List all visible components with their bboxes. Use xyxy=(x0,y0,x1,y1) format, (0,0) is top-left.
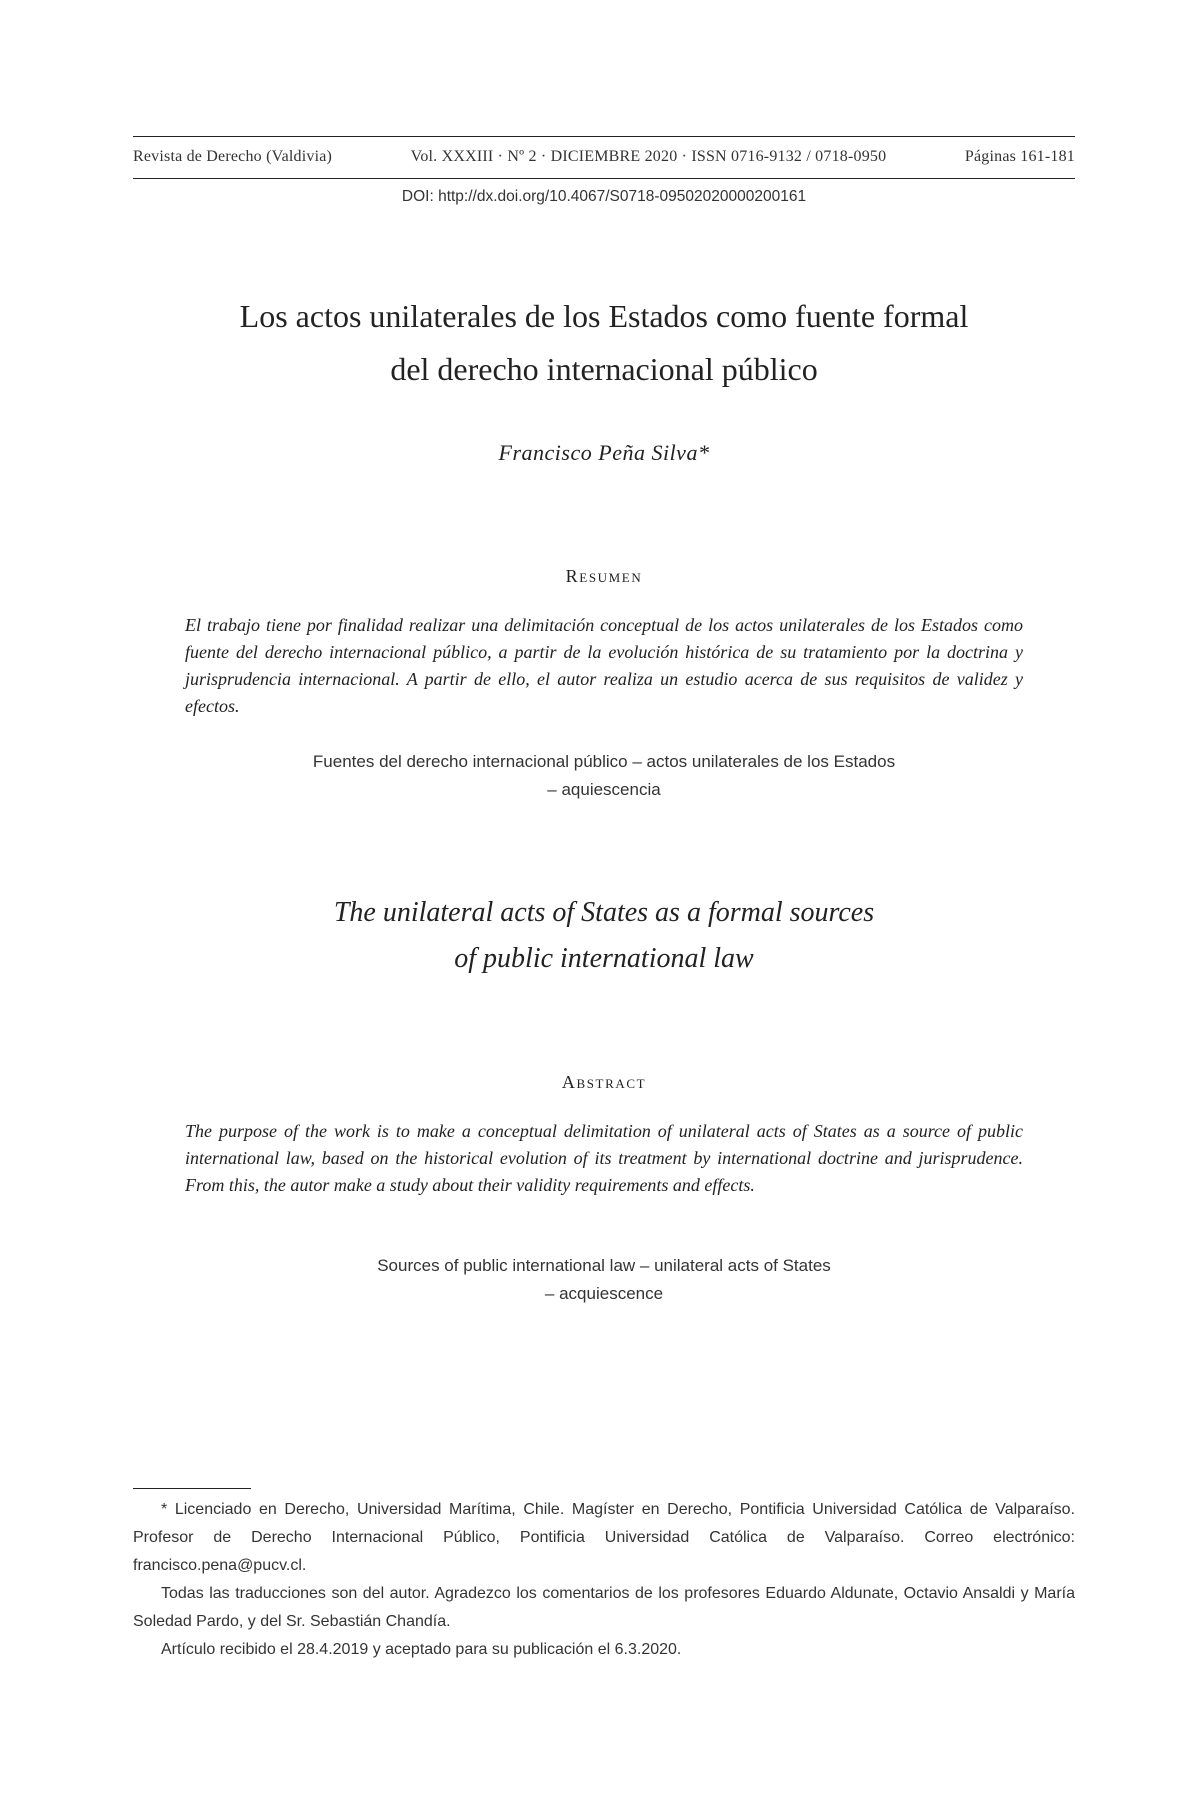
journal-name: Revista de Derecho (Valdivia) xyxy=(133,148,333,165)
page-range: Páginas 161-181 xyxy=(964,148,1075,165)
english-title-line-1: The unilateral acts of States as a formal sources xyxy=(333,897,875,928)
doi-link[interactable]: DOI: http://dx.doi.org/10.4067/S0718-09502020000200161 xyxy=(401,188,807,205)
english-title xyxy=(133,890,1075,982)
keywords-spanish-line-2: – aquiescencia xyxy=(547,780,661,799)
keywords-spanish xyxy=(133,748,1075,804)
resumen-heading: Resumen xyxy=(565,566,643,586)
resumen-text: El trabajo tiene por finalidad realizar una delimitación conceptual de los actos unilaterales de los Estados como fuente del derecho internacional público, a partir de la evolución histórica de su tratamiento por la doctrina y jurisprudencia internacional. A partir de ello, el autor realiza un estudio acerca de sus requisitos de validez y efectos. xyxy=(185,615,1023,716)
footnote-dates: Artículo recibido el 28.4.2019 y aceptado para su publicación el 6.3.2020. xyxy=(161,1641,682,1658)
abstract-text: The purpose of the work is to make a conceptual delimitation of unilateral acts of States as a source of public international law, based on the historical evolution of its treatment by international doctrine and jurisprudence. From this, the autor make a study about their validity requirements and effects. xyxy=(185,1121,1023,1195)
header-top-rule xyxy=(133,136,1075,137)
footnote-acknowledgements: Todas las traducciones son del autor. Agradezco los comentarios de los profesores Eduardo Aldunate, Octavio Ansaldi y María Soledad Pardo, y del Sr. Sebastián Chandía. xyxy=(133,1585,1075,1630)
footnotes xyxy=(133,1496,1075,1664)
article-title xyxy=(133,290,1075,396)
keywords-spanish-line-1: Fuentes del derecho internacional público – actos unilaterales de los Estados xyxy=(312,752,896,771)
keywords-english-line-1: Sources of public international law – unilateral acts of States xyxy=(377,1256,831,1275)
running-header xyxy=(133,144,1075,170)
footnote-rule xyxy=(133,1488,251,1489)
keywords-english xyxy=(133,1252,1075,1308)
article-title-line-1: Los actos unilaterales de los Estados como fuente formal xyxy=(239,298,969,334)
footnote-author: * Licenciado en Derecho, Universidad Marítima, Chile. Magíster en Derecho, Pontificia Universidad Católica de Valparaíso. Profesor de Derecho Internacional Público, Pontificia Universidad Católica de Valparaíso. Correo electrónico: francisco.pena@pucv.cl. xyxy=(133,1501,1075,1574)
journal-page xyxy=(133,0,1075,1800)
keywords-english-line-2: – acquiescence xyxy=(544,1284,664,1303)
english-title-line-2: of public international law xyxy=(454,943,754,974)
article-title-line-2: del derecho internacional público xyxy=(390,351,818,387)
author-name: Francisco Peña Silva* xyxy=(498,440,710,465)
volume-info: Vol. XXXIII · Nº 2 · DICIEMBRE 2020 · ISSN 0716-9132 / 0718-0950 xyxy=(410,148,887,165)
header-bottom-rule xyxy=(133,178,1075,179)
abstract-heading: Abstract xyxy=(561,1072,647,1092)
